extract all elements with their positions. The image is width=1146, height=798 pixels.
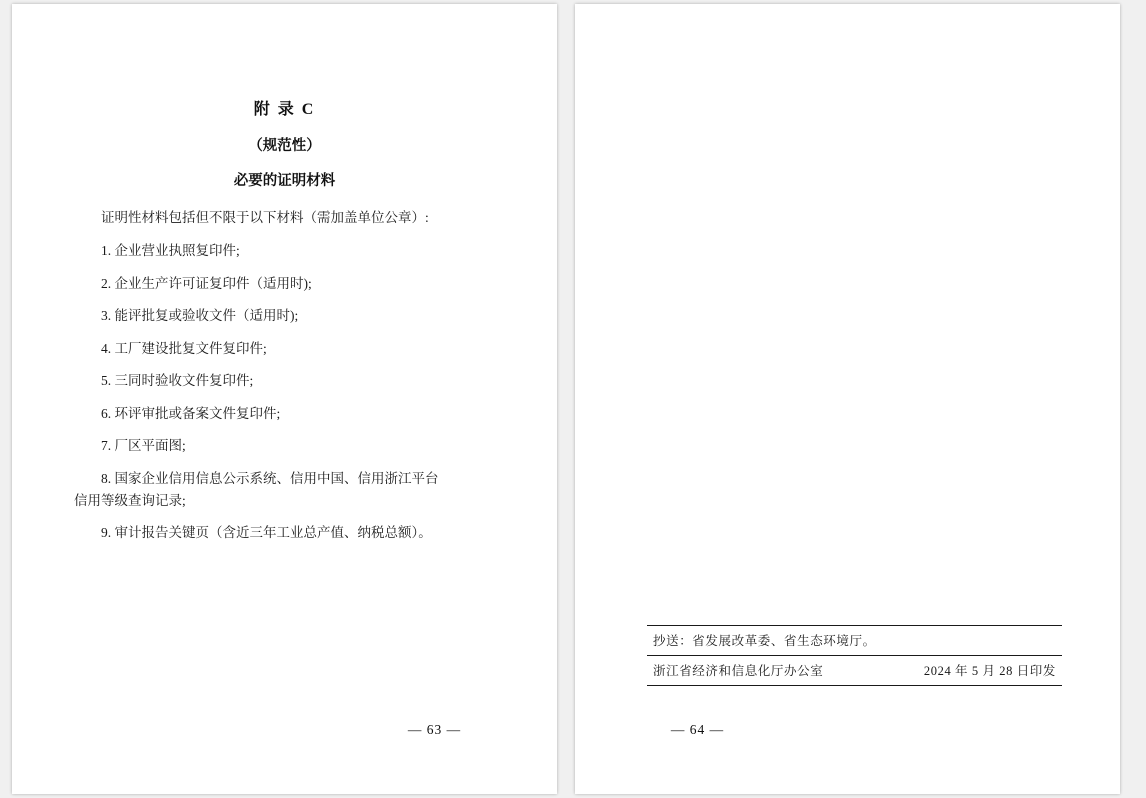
- list-item-number: 7.: [101, 438, 112, 454]
- list-item-number: 3.: [101, 308, 112, 324]
- distribution-date: 2024 年 5 月 28 日印发: [923, 664, 1056, 678]
- list-item: [74, 522, 495, 544]
- list-item-text: 环评审批或备案文件复印件;: [114, 405, 281, 421]
- list-item: [74, 403, 495, 425]
- list-item-text: 厂区平面图;: [114, 438, 186, 454]
- page-number-63: — 63 —: [407, 722, 462, 737]
- list-item: [74, 338, 495, 360]
- list-item: [74, 468, 495, 511]
- list-item-text: 三同时验收文件复印件;: [114, 373, 254, 389]
- list-item-number: 2.: [101, 275, 112, 291]
- distribution-copies-to: 抄送：省发展改革委、省生态环境厅。: [647, 626, 1062, 656]
- list-item: [74, 273, 495, 295]
- appendix-heading: 必要的证明材料: [233, 173, 336, 189]
- list-item-number: 6.: [101, 405, 112, 421]
- list-item-number: 1.: [101, 242, 112, 258]
- list-item-text: 审计报告关键页（含近三年工业总产值、纳税总额）。: [114, 525, 432, 541]
- document-page-64: [575, 4, 1120, 794]
- list-item-number: 4.: [101, 340, 112, 356]
- list-item-continuation: 信用等级查询记录;: [74, 492, 186, 508]
- appendix-normative-label: （规范性）: [248, 138, 321, 154]
- list-item-text: 工厂建设批复文件复印件;: [114, 340, 267, 356]
- document-page-63: [12, 4, 557, 794]
- list-item-text: 国家企业信用信息公示系统、信用中国、信用浙江平台: [114, 471, 439, 487]
- list-item: [74, 305, 495, 327]
- list-item-number: 5.: [101, 373, 112, 389]
- list-item: [74, 370, 495, 392]
- distribution-issuer: 浙江省经济和信息化厅办公室: [653, 664, 824, 678]
- page-number-64: — 64 —: [670, 722, 725, 737]
- list-item: [74, 240, 495, 262]
- list-item-text: 企业生产许可证复印件（适用时);: [114, 275, 312, 291]
- distribution-issuer-row: [647, 656, 1062, 685]
- list-item-number: 8.: [101, 471, 112, 487]
- list-item: [74, 435, 495, 457]
- list-item-text: 能评批复或验收文件（适用时);: [114, 308, 299, 324]
- appendix-lead-paragraph: 证明性材料包括但不限于以下材料（需加盖单位公章）:: [101, 210, 429, 225]
- list-item-text: 企业营业执照复印件;: [114, 242, 240, 258]
- list-item-number: 9.: [101, 525, 112, 541]
- appendix-title: 附 录 C: [253, 101, 316, 118]
- page-content-63: [12, 4, 557, 794]
- distribution-block: [647, 625, 1062, 686]
